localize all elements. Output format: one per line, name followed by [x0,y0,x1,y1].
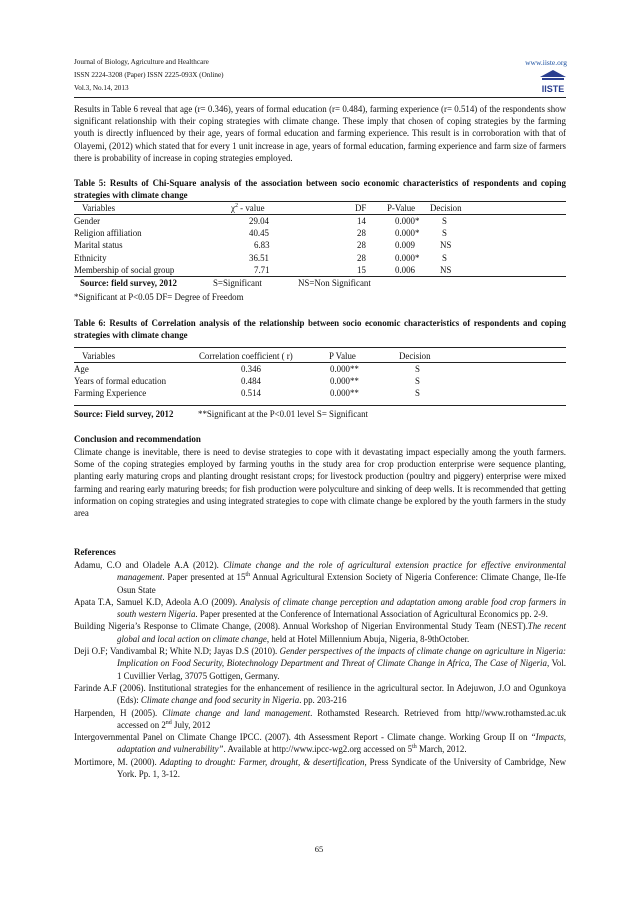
reference-item: Intergovernmental Panel on Climate Change IPCC. (2007). 4th Assessment Report - Climate change. Working Group II on “Impacts, adaptation and vulnerability”. Available at http://www.ipcc-wg2.org accessed on 5th March, 2012. [74,732,566,755]
table5-col-df: DF [355,203,367,213]
issn-line: ISSN 2224-3208 (Paper) ISSN 2225-093X (Online) [74,71,224,79]
volume-line: Vol.3, No.14, 2013 [74,84,129,92]
table-row: Religion affiliation 40.45 28 0.000* S [74,228,447,238]
journal-url[interactable]: www.iiste.org [525,58,567,67]
reference-item: Deji O.F; Vandivambal R; White N.D; Jayas D.S (2010). Gender perspectives of the impacts of climate change on agriculture in Nigeria: Implication on Food Security, Biotechnology Department and Threat of Climate Change in Africa, The Case of Nigeria, Vol. 1 Cuvillier Verlag, 37075 Gottigen, Germany. [74,646,567,681]
table-row: Membership of social group 7.71 15 0.006 NS [74,265,452,275]
page-number: 65 [314,844,324,854]
reference-item: Mortimore, M. (2000). Adapting to drought: Farmer, drought, & desertification, Press Syndicate of the University of Cambridge, New York. Pp. 1, 3-12. [74,756,566,780]
table-row: Years of formal education 0.484 0.000** S [74,376,420,386]
journal-name: Journal of Biology, Agriculture and Healthcare [74,58,209,66]
table6-col-pvalue: P Value [329,351,356,361]
table-row: Ethnicity 36.51 28 0.000* S [74,253,447,263]
table5-col-variables: Variables [82,203,116,213]
references-list [74,559,566,780]
table6-top-rule [74,347,566,348]
table5-title: Table 5: Results of Chi-Square analysis of the association between socio economic characteristics of respondents and coping strategies with climate change [74,178,566,201]
reference-item: Apata T.A, Samuel K.D, Adeola A.O (2009). Analysis of climate change perception and adaptation among arable food crop farmers in south western Nigeria. Paper presented at the Conference of International Association of Agricultural Economics pp. 2-9. [74,596,566,620]
references-heading: References [74,547,116,557]
conclusion-paragraph: Climate change is inevitable, there is need to devise strategies to cope with it devastating impact especially among the youth farmers. Some of the coping strategies employed by farming youths in the study area for crop production enterprise were sequence planting, planting early maturing crops and planting drought resistant crops; for livestock production (poultry and piggery) enterprise were mixed farming and rearing early maturing breeds; for fish production were polyculture and sinking of deep wells. It is recommended that getting information on coping strategies and using integrated strategies to cope with climate change be explored by the youth farmers in the study area [74,447,566,519]
table6-title: Table 6: Results of Correlation analysis of the relationship between socio economic characteristics of respondents and coping strategies with climate change [74,318,566,341]
table-row: Gender 29.04 14 0.000* S [74,216,447,226]
reference-item: Farinde A.F (2006). Institutional strategies for the enhancement of resilience in the agricultural sector. In Adejuwon, J.O and Ogunkoya (Eds): Climate change and food security in Nigeria. pp. 203-216 [74,682,566,706]
table5-col-pvalue: P-Value [387,203,416,213]
table6-bottom-rule [74,405,566,406]
table5-s-def: S=Significant [213,278,262,288]
table-row: Marital status 6.83 28 0.009 NS [74,240,452,250]
conclusion-heading: Conclusion and recommendation [74,434,201,444]
table-row: Age 0.346 0.000** S [74,364,420,374]
table5-header-row [74,202,566,214]
table5-source-row [74,277,566,289]
intro-paragraph: Results in Table 6 reveal that age (r= 0.346), years of formal education (r= 0.484), farming experience (r= 0.514) of the respondents show significant relationship with their coping strategies with climate change. These imply that chosen of coping strategies by the farming youth is directly influenced by their age, years of formal education and farming experience. This result is in corroboration with that of Olayemi, (2012) which stated that for every 1 unit increase in age, years of formal education, farming experience and farm size of farmers there is probability of increase in coping strategies employed. [74,104,566,163]
table5-col-decision: Decision [430,203,462,213]
table6-col-decision: Decision [399,351,431,361]
table5-col-chi: $\chi^2$ - value [231,203,265,213]
logo-text: IISTE [541,84,565,94]
iiste-logo [538,67,568,95]
table5-ns-def: NS=Non Significant [298,278,371,288]
table5-footnote: *Significant at P<0.05 DF= Degree of Freedom [74,292,244,302]
table6-note: **Significant at the P<0.01 level S= Significant [198,409,368,419]
header-rule [74,97,566,98]
table6-header-row [74,350,566,362]
table5-source: Source: field survey, 2012 [80,278,177,288]
table6-col-corr: Correlation coefficient ( r) [199,351,293,361]
reference-item: Building Nigeria’s Response to Climate Change, (2008). Annual Workshop of Nigerian Environmental Study Team (NEST).The recent global and local action on climate change, held at Hotel Millennium Abuja, Nigeria, 8-9thOctober. [74,621,566,644]
reference-item: Adamu, C.O and Oladele A.A (2012). Climate change and the role of agricultural extension practice for effective environmental management. Paper presented at 15th Annual Agricultural Extension Society of Nigeria Conference: Climate Change, Ile-Ife Osun State [74,560,566,595]
table-row: Farming Experience 0.514 0.000** S [74,388,420,398]
table6-col-variables: Variables [82,351,116,361]
table6-source-row [74,408,566,420]
reference-item: Harpenden, H (2005). Climate change and land management. Rothamsted Research. Retrieved from http//www.rothamsted.ac.uk accessed on 2nd July, 2012 [74,707,567,730]
table6-source: Source: Field survey, 2012 [74,409,174,419]
